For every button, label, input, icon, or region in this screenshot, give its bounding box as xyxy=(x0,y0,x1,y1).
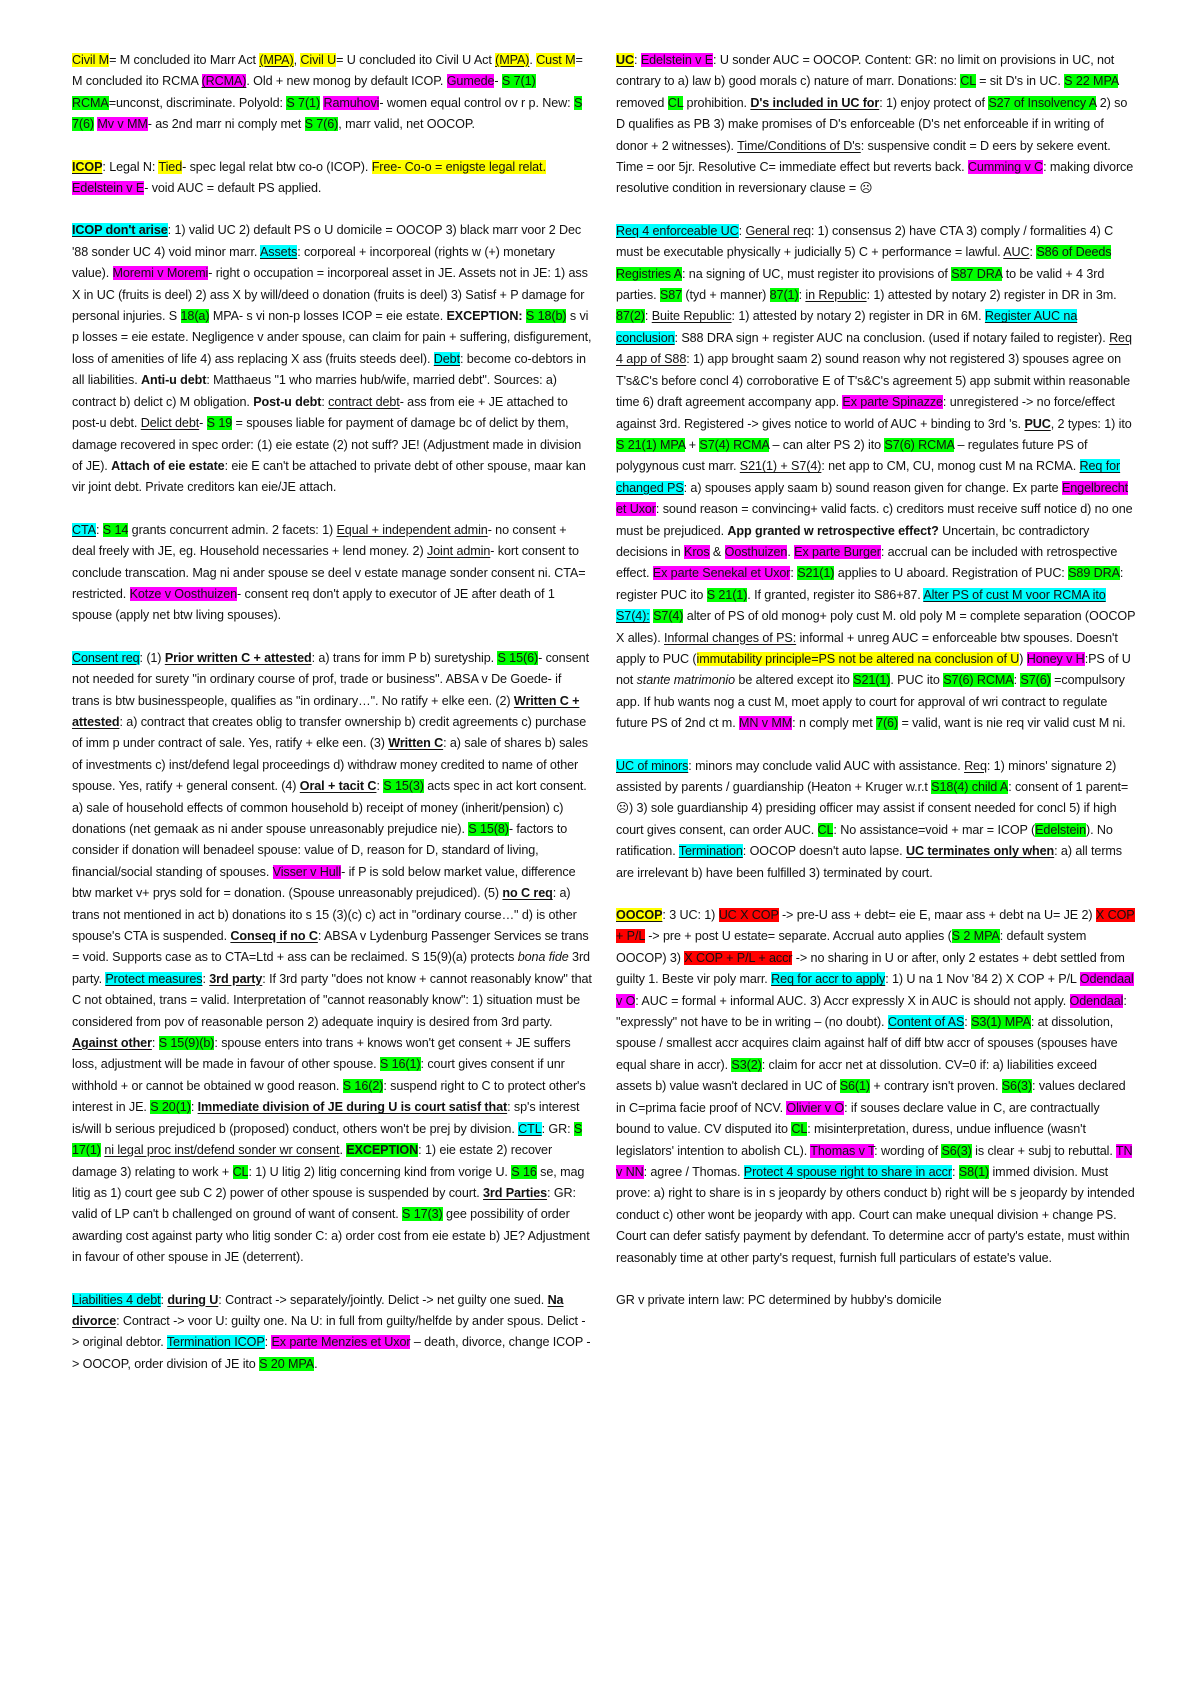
text-run: during U xyxy=(167,1292,219,1307)
text-run: – death, divorce, change ICOP -> OOCOP, order division of JE ito xyxy=(72,1335,591,1371)
text-run: S 22 MPA xyxy=(1064,74,1119,89)
text-run: ). No ratification. xyxy=(616,822,1113,859)
text-run: S 7(1) xyxy=(286,95,321,110)
text-run: : xyxy=(160,1292,168,1307)
text-run: Na divorce xyxy=(72,1292,564,1328)
text-run: : spouse enters into trans + knows won't get consent + JE suffers loss, adjustment will be made in favour of other spouse. xyxy=(72,1036,571,1072)
text-run: S 15(6) xyxy=(497,650,539,665)
text-run: - kort consent to conclude transcation. Mag ni ander spouse se deel v estate manage sonder consent ni. CTA= restricted. xyxy=(72,544,586,601)
text-run: : No assistance=void + mar = ICOP ( xyxy=(833,822,1036,837)
text-run: . xyxy=(339,1143,347,1158)
text-run: : a) spouses apply saam b) sound reason given for change. Ex parte xyxy=(683,480,1062,495)
text-run: . If granted, register ito S86+87. xyxy=(747,587,924,602)
text-run: 7(6) xyxy=(876,716,899,731)
text-run: : 1) minors' signature 2) assisted by parents / guardianship (Heaton + Kruger w.r.t xyxy=(616,758,1117,794)
text-run: - spec legal relat btw co-o (ICOP). xyxy=(182,159,372,174)
text-run: : corporeal + incorporeal (rights w (+) monetary value). xyxy=(72,244,555,281)
text-run: Oral + tacit C xyxy=(299,779,377,794)
text-run: Informal changes of PS: xyxy=(664,630,797,645)
text-run: S 19 xyxy=(206,416,233,431)
text-run: S21(1) + S7(4) xyxy=(739,459,822,474)
text-run: : xyxy=(951,1164,959,1179)
text-run: CL xyxy=(667,95,684,110)
text-run: Post-u debt xyxy=(253,394,322,409)
text-run: : n comply met xyxy=(792,716,877,731)
text-run: - xyxy=(199,416,207,431)
text-run: Req for changed PS xyxy=(616,459,1121,495)
text-run: : U sonder AUC = OOCOP. Content: GR: no limit on provisions in UC, not contrary to a) law b) good morals c) nature of marr. Donations: xyxy=(616,53,1115,89)
text-run: : a) trans for imm P b) suretyship. xyxy=(311,650,498,665)
text-run: X COP + P/L + accr xyxy=(684,950,793,965)
right-paragraph-2 xyxy=(616,756,1136,884)
text-run: : OOCOP doesn't auto lapse. xyxy=(742,844,906,859)
text-run: S7(6) RCMA xyxy=(884,437,955,452)
text-run: : 1) eie estate 2) recover damage 3) relating to work + xyxy=(72,1143,553,1179)
text-run: : 1) attested by notary 2) register in DR in 6M. xyxy=(731,309,985,324)
text-run: Oosthuizen xyxy=(724,544,788,559)
text-run: CL xyxy=(232,1164,249,1179)
text-run: UC terminates only when xyxy=(905,844,1055,859)
text-run: ni legal proc inst/defend sonder wr consent xyxy=(104,1143,340,1158)
text-run: S89 DRA xyxy=(1068,566,1120,581)
left-paragraph-3 xyxy=(72,520,592,627)
left-paragraph-1 xyxy=(72,157,592,200)
text-run: : claim for accr net at dissolution. CV=0 if: a) liabilities exceed assets b) value wasn't declared in UC of xyxy=(616,1057,1097,1094)
text-run: , marr valid, net OOCOP. xyxy=(338,117,475,132)
right-paragraph-0 xyxy=(616,50,1136,200)
text-run: Content of AS xyxy=(887,1015,965,1030)
text-run: - ass from eie + JE attached to post-u debt. xyxy=(72,394,568,431)
text-run: Ramuhovi xyxy=(323,95,380,110)
text-run: : GR: valid of LP can't b challenged on ground of want of consent. xyxy=(72,1185,576,1222)
text-run: Tied xyxy=(158,159,183,174)
text-run: S 20 MPA xyxy=(259,1356,315,1371)
text-run: : xyxy=(321,394,329,409)
text-run: : 3 UC: 1) xyxy=(662,908,719,923)
text-run: Alter PS of cust M voor RCMA ito S7(4): xyxy=(616,587,1106,624)
text-run: stante matrimonio xyxy=(636,673,736,688)
text-run: Anti-u debt xyxy=(141,373,207,388)
text-run: contract debt xyxy=(328,394,400,409)
text-run: : 1) U litig 2) litig concerning kind from vorige U. xyxy=(248,1164,512,1179)
text-run: Immediate division of JE during U is court satisf that xyxy=(197,1100,508,1115)
text-run: be altered except ito xyxy=(735,673,854,688)
text-run: - right o occupation = incorporeal asset in JE. Assets not in JE: 1) ass X in UC (fruits is deel) 2) ass X by will/deed o donation (fruits is deel) 3) Satisf + P damage for personal injuries. S xyxy=(72,266,588,324)
text-run: S21(1) xyxy=(797,566,835,581)
text-run: Req 4 enforceable UC xyxy=(616,223,739,238)
text-run: S87 DRA xyxy=(951,266,1003,281)
text-run: : Contract -> voor U: guilty one. Na U: in full from guilty/helfde by ander spous. Delict -> original debtor. xyxy=(72,1313,586,1350)
text-run: 18(a) xyxy=(180,309,210,324)
text-run: : default system OOCOP) 3) xyxy=(616,929,1087,965)
text-run: Against other xyxy=(72,1036,152,1051)
text-run: gee possibility of order awarding cost against party who litig sonder C: a) order cost from eie estate b) JE? Adjustment in favour of other spouse in JE (deterrent). xyxy=(72,1207,590,1265)
text-run: to be valid + 4 3rd parties. xyxy=(616,266,1105,303)
text-run: Prior written C + attested xyxy=(164,650,312,665)
text-run: no C req xyxy=(502,886,553,901)
text-run: Gumede xyxy=(446,74,495,89)
text-run: s vi p losses = eie estate. Negligence v ander spouse, can claim for pain + suffering, disfigurement, loss of amenities of life 4) ass replacing X ass (fruits steeds deel). xyxy=(72,309,592,366)
text-run: : xyxy=(790,566,798,581)
text-run: S3(2) xyxy=(731,1057,762,1072)
text-run: Civil M xyxy=(72,53,110,67)
text-run: = U concluded ito Civil U Act xyxy=(336,53,496,67)
text-run: Attach of eie estate xyxy=(111,458,225,473)
text-run: Debt xyxy=(433,351,460,366)
text-run: – regulates future PS of polygynous cust marr. xyxy=(616,437,1088,474)
text-run: -> pre + post U estate= separate. Accrual auto applies ( xyxy=(644,929,952,944)
text-run: & xyxy=(709,544,725,559)
text-run: : a) trans not mentioned in act b) donations ito s 15 (3)(c) c) act in "ordinary course…" d) is other spouse's CTA is suspended. xyxy=(72,886,577,944)
text-run: Liabilities 4 debt xyxy=(72,1292,161,1307)
text-run: UC xyxy=(616,53,634,67)
text-run: OOCOP xyxy=(616,908,663,923)
text-run: : xyxy=(202,971,210,986)
text-run: : xyxy=(1029,245,1037,260)
text-run: (RCMA) xyxy=(201,74,247,89)
left-paragraph-4 xyxy=(72,648,592,1269)
text-run: CL xyxy=(791,1122,808,1137)
text-run: S 2 MPA xyxy=(951,929,1000,944)
text-run: S7(6) RCMA xyxy=(943,673,1014,688)
text-run: PUC xyxy=(1024,416,1051,431)
text-run: Cust M xyxy=(536,53,576,67)
text-run: se, mag litig as 1) court gee sub C 2) power of other spouse is suspended by court. xyxy=(72,1164,585,1200)
text-run: - if P is sold below market value, difference btw market v+ prys sold for = donation. (Spouse unreasonably prejudiced). (5) xyxy=(72,864,576,901)
text-run: Edelstein v E xyxy=(72,181,145,196)
text-run: S86 of Deeds Registries A xyxy=(616,245,1112,281)
text-run: D's included in UC for xyxy=(750,95,880,110)
text-run: : na signing of UC, must register ito provisions of xyxy=(682,266,952,281)
text-run: Free xyxy=(371,159,398,174)
left-column xyxy=(72,50,592,1696)
text-run: (MPA) xyxy=(495,53,530,67)
text-run: Req xyxy=(964,758,987,773)
text-run: = valid, want is nie req vir valid cust M ni. xyxy=(898,716,1126,731)
text-run: : AUC = formal + informal AUC. 3) Accr expressly X in AUC is should not apply. xyxy=(635,993,1070,1008)
text-run: Odendaal v O xyxy=(616,972,1134,1008)
text-run: Visser v Hull xyxy=(272,864,342,879)
text-run: Req 4 app of S88 xyxy=(616,330,1132,367)
text-run: : xyxy=(95,522,103,537)
text-run: UC of minors xyxy=(616,758,689,773)
text-run: S 15(8) xyxy=(468,822,509,836)
text-run: - void AUC = default PS applied. xyxy=(144,181,322,196)
text-run: Kros xyxy=(684,544,710,559)
text-run: 2) so D qualifies as PB 3) make promises of D's enforceable (D's net enforceable if in writing of donor + 2 witnesses). xyxy=(616,95,1128,153)
text-run: : court gives consent if unr withhold + or cannot be obtained w good reason. xyxy=(72,1057,565,1093)
text-run: S 21(1) xyxy=(706,587,748,602)
text-run: General req xyxy=(745,223,811,238)
text-run: Ex parte Senekal et Uxor xyxy=(652,566,791,581)
text-run: ICOP xyxy=(72,159,103,174)
text-run: Ex parte Spinazze xyxy=(842,395,943,410)
text-run: ) xyxy=(1019,651,1027,666)
text-run: -> no sharing in U or after, only 2 estates + debt settled from guilty 1. Beste vir poly marr. xyxy=(616,950,1125,987)
text-run: immutability principle xyxy=(696,651,812,666)
text-run: Time/Conditions of D's xyxy=(737,138,861,153)
text-run: : minors may conclude valid AUC with assistance. xyxy=(688,758,965,773)
text-run: : sound reason = convincing+ valid facts. c) creditors must receive suff notice d) no one must be prejudiced. xyxy=(616,502,1133,538)
text-run: Buite Republic xyxy=(651,309,732,324)
text-run: : xyxy=(376,779,384,794)
text-run: : xyxy=(644,309,652,324)
text-run: : at dissolution, spouse / smallest accr acquires claim against half of diff btw accr of spouses (spouses have equal share in accr). xyxy=(616,1015,1118,1072)
text-run: =PS not be altered na conclusion of U xyxy=(811,651,1020,666)
text-run: - women equal control ov r p. New: xyxy=(379,95,574,110)
text-run: : xyxy=(151,1036,159,1051)
text-run: : eie E can't be attached to private debt of other spouse, maar kan vir joint debt. Private creditors kan eie/JE attach. xyxy=(72,458,586,495)
text-run: EXCEPTION xyxy=(346,1143,419,1158)
text-run: - Co-o = enigste legal relat. xyxy=(397,159,546,174)
text-run: 87(1) xyxy=(769,288,799,303)
text-run: is clear + subj to rebuttal. xyxy=(971,1143,1116,1158)
text-run: S7(6) xyxy=(1020,673,1051,688)
text-run: AUC xyxy=(1003,245,1030,260)
text-run: , xyxy=(293,53,301,67)
text-run: MPA- s vi non-p losses ICOP = eie estate. xyxy=(209,309,447,324)
text-run: : xyxy=(738,223,746,238)
text-run: CTA xyxy=(72,522,96,537)
text-run: Delict debt xyxy=(140,416,200,431)
text-run: S 7(6) xyxy=(72,95,583,132)
text-run: Protect measures xyxy=(105,971,203,986)
text-run: Cumming v C xyxy=(967,160,1044,175)
text-run: EXCEPTION: xyxy=(446,309,526,324)
text-run: in Republic xyxy=(805,288,867,303)
text-run: S27 of Insolvency A xyxy=(988,95,1097,110)
text-run: = M concluded ito RCMA xyxy=(72,53,583,89)
text-run: X COP + P/L xyxy=(616,908,1135,944)
text-run: S 14 xyxy=(102,522,129,537)
text-run: Written C + attested xyxy=(72,693,580,729)
text-run: : 1) consensus 2) have CTA 3) comply / formalities 4) C must be executable physically + judicially 5) C + performance = lawful. xyxy=(616,223,1114,260)
text-run: : if souses declare value in C, are contractually bound to value. CV disputed ito xyxy=(616,1100,1100,1137)
text-run: : Matthaeus "1 who marries hub/wife, married debt". Sources: a) contract b) delict c) M obligation. xyxy=(72,373,557,409)
text-run: : 1) U na 1 Nov '84 2) X COP + P/L xyxy=(885,972,1080,987)
text-run: : become co-debtors in all liabilities. xyxy=(72,351,586,388)
right-paragraph-1 xyxy=(616,221,1136,735)
text-run: S6(3) xyxy=(941,1143,972,1158)
text-run: . xyxy=(314,1356,318,1371)
text-run: . xyxy=(787,544,795,559)
text-run: ICOP don't arise xyxy=(72,223,168,238)
text-run: (MPA) xyxy=(259,53,294,67)
text-run: S7(4) xyxy=(653,609,684,624)
text-run: S 15(3) xyxy=(383,779,424,794)
text-run: S6(3) xyxy=(1001,1079,1033,1094)
text-run: : consent of 1 parent= ☹) 3) sole guardianship 4) presiding officer may assist if consent needed for concl 5) if high court gives consent, can order AUC. xyxy=(616,780,1129,837)
text-run: : sp's interest is/will b serious prejudiced b (proposed) conduct, others won't be prej by division. xyxy=(72,1100,580,1136)
text-run: =unconst, discriminate. Polyold: xyxy=(108,95,287,110)
text-run: Civil U xyxy=(300,53,337,67)
text-run: : values declared in C=prima facie proof of NCV. xyxy=(616,1079,1126,1115)
text-run: : a) all terms are irrelevant b) have been fulfilled 3) terminated by court. xyxy=(616,844,1123,880)
text-run: : accrual can be included with retrospective effect. xyxy=(616,544,1118,581)
text-run: Mv v MM xyxy=(97,117,148,132)
text-run: . xyxy=(529,53,537,67)
text-run: Olivier v O xyxy=(786,1100,845,1115)
text-run: CTL xyxy=(518,1121,542,1136)
text-run: : xyxy=(264,1335,272,1350)
text-run: : misinterpretation, duress, undue influence (wasn't legislators' intention to abolish CL). xyxy=(616,1122,1086,1158)
text-run: Req for accr to apply xyxy=(771,972,886,987)
text-run: : xyxy=(1013,673,1021,688)
text-run: Uncertain, bc contradictory decisions in xyxy=(616,523,1090,559)
text-run: - as 2nd marr ni comply met xyxy=(147,117,305,132)
text-run: : unregistered -> no force/effect against 3rd. Registered -> gives notice to world of AUC + binding to 3rd 's. xyxy=(616,395,1115,431)
text-run: grants concurrent admin. 2 facets: 1) xyxy=(128,522,337,537)
text-run: : suspensive condit = D eers by sekere event. Time = oor 5jr. Resolutive C= immediate effect but reverts back. xyxy=(616,138,1111,175)
text-run: Termination xyxy=(678,844,743,859)
text-run: bona fide xyxy=(517,950,569,965)
text-run: : suspend right to C to protect other's interest in JE. xyxy=(72,1078,586,1115)
text-run: Edelstein xyxy=(1035,822,1087,837)
text-run: Register AUC na conclusion xyxy=(616,309,1078,345)
text-run: Engelbrecht et Uxor xyxy=(616,480,1129,517)
text-run: . PUC ito xyxy=(890,673,944,688)
right-column xyxy=(616,50,1136,1696)
text-run: : 1) app brought saam 2) sound reason why not registered 3) spouses agree on T's&C's before concl 4) corroborative E of T's&C's agreement 5) app submit within reasonable time 6) draft agreement accompany app. xyxy=(616,352,1130,410)
left-paragraph-2 xyxy=(72,220,592,498)
text-run: alter of PS of old monog+ poly cust M. old poly M = complete separation (OOCOP X alles). xyxy=(616,609,1136,645)
text-run: -> pre-U ass + debt= eie E, maar ass + debt na U= JE 2) xyxy=(778,908,1096,923)
text-run: S18(4) child A xyxy=(931,780,1009,794)
text-run: - consent not needed for surety "in ordinary course of prof, trade or business". ABSA v De Goede- if trans is btw businesspeople, qualifies as "in ordinary…". No ratify + elke een. (2) xyxy=(72,650,589,708)
text-run: - no consent + deal freely with JE, eg. Household necessaries + lend money. 2) xyxy=(72,522,567,559)
text-run: S 21(1) MPA xyxy=(616,437,686,452)
text-run: : If 3rd party "does not know + cannot reasonably know" that C not obtained, trans = valid. Interpretation of "cannot reasonably know": 1) situation must be considered from pov of reasonable person 2) adequate inquiry is desired from 3rd party. xyxy=(72,971,592,1029)
text-run: Ex parte Menzies et Uxor xyxy=(271,1335,411,1350)
right-paragraph-4 xyxy=(616,1290,1136,1311)
text-run: Consent req xyxy=(72,650,140,665)
text-run: : xyxy=(964,1015,972,1030)
text-run: S 16(1) xyxy=(379,1057,421,1072)
text-run: + contrary isn't proven. xyxy=(870,1079,1002,1094)
text-run: Honey v H xyxy=(1026,651,1085,666)
text-run: TN v NN xyxy=(616,1143,1133,1179)
text-run: S 20(1) xyxy=(150,1100,191,1115)
text-run: Ex parte Burger xyxy=(794,544,881,559)
left-paragraph-0 xyxy=(72,50,592,136)
text-run: CL xyxy=(817,822,834,837)
text-run: removed xyxy=(616,95,668,110)
text-run: Conseq if no C xyxy=(230,929,318,944)
text-run: GR v private intern law: PC determined by hubby's domicile xyxy=(616,1292,942,1307)
text-run: Termination ICOP xyxy=(166,1335,265,1350)
left-paragraph-5 xyxy=(72,1290,592,1376)
text-run: prohibition. xyxy=(683,95,751,110)
text-run: - factors to consider if donation will benadeel spouse: value of D, reason for D, standard of living, financial/social standing of spouses. xyxy=(72,822,568,879)
text-run: 87(2) xyxy=(616,309,645,324)
text-run: App granted w retrospective effect? xyxy=(727,523,939,538)
text-run: Written C xyxy=(388,736,444,751)
text-run: 3rd party xyxy=(209,971,263,986)
text-run: = sit D's in UC. xyxy=(975,74,1065,89)
text-run: acts spec in act kort consent. a) sale of household effects of common household b) receipt of money (inherit/pension) c) donations (net gemaak as ni ander spouse unreasonably prejudice nie). xyxy=(72,779,587,836)
text-run: : 1) enjoy protect of xyxy=(879,95,989,110)
text-run: : Contract -> separately/jointly. Delict -> net guilty one sued. xyxy=(218,1292,548,1307)
text-run: 3rd Parties xyxy=(483,1185,548,1200)
text-run: MN v MM xyxy=(739,716,793,731)
text-run: S 7(6) xyxy=(304,117,339,132)
text-run: S 16 xyxy=(511,1164,537,1179)
text-run: : xyxy=(634,53,641,67)
text-run: :PS of U not xyxy=(616,651,1131,688)
text-run: S 17(3) xyxy=(402,1207,443,1222)
text-run: S 16(2) xyxy=(342,1078,384,1093)
text-run: : S88 DRA sign + register AUC na conclusion. (used if notary failed to register). xyxy=(674,330,1110,345)
text-run: informal + unreg AUC = enforceable btw spouses. Doesn't apply to PUC ( xyxy=(616,630,1118,666)
text-run: S21(1) xyxy=(853,673,891,688)
text-run: Thomas v T xyxy=(810,1143,875,1158)
text-run: Equal + independent admin xyxy=(336,522,488,537)
text-run: : xyxy=(798,288,806,303)
right-paragraph-3 xyxy=(616,905,1136,1269)
text-run: : a) sale of shares b) sales of investments c) inst/defend legal proceedings d) withdraw money credited to name of other spouse. Yes, ratify + general consent. (4) xyxy=(72,736,589,794)
text-run: applies to U aboard. Registration of PUC: xyxy=(834,566,1069,581)
text-run: Assets xyxy=(259,244,298,259)
text-run: CL xyxy=(960,74,976,89)
text-run: S 18(b) xyxy=(525,309,567,324)
text-run: (tyd + manner) xyxy=(682,288,770,303)
text-run: Moremi v Moremi xyxy=(112,266,209,281)
text-run: : register PUC ito xyxy=(616,566,1124,602)
text-run: : making divorce resolutive condition in reversionary clause = ☹ xyxy=(616,160,1134,196)
text-run: 3rd party. xyxy=(72,950,590,986)
text-run: : "expressly" not have to be in writing – (no doubt). xyxy=(616,993,1127,1030)
text-run: S6(1) xyxy=(839,1079,870,1094)
text-run: : 1) attested by notary 2) register in DR in 3m. xyxy=(866,288,1117,303)
text-run: : Legal N: xyxy=(102,159,159,174)
text-run: Protect 4 spouse right to share in accr xyxy=(743,1164,952,1179)
text-run: : xyxy=(190,1100,198,1115)
text-run: S8(1) xyxy=(958,1164,990,1179)
text-run: UC X COP xyxy=(718,908,779,923)
text-run: immed division. Must prove: a) right to share is in s jeopardy by others conduct b) right will be s jeopardy by intended conduct c) other wont be jeopardy with app. Court can make unequal division + change PS. Court can defer satisfy payment by defendant. To determine accr of party's estate, must within reasonably time at other party's request, furnish full particulars of estate's value. xyxy=(616,1164,1135,1265)
text-run: Odendaal xyxy=(1069,993,1124,1008)
text-run: : 1) valid UC 2) default PS o U domicile = OOCOP 3) black marr voor 2 Dec '88 sonder UC 4) void minor marr. xyxy=(72,223,582,259)
text-run: - xyxy=(494,74,502,89)
text-run: . Old + new monog by default ICOP. xyxy=(246,74,447,89)
text-run: : net app to CM, CU, monog cust M na RCMA. xyxy=(821,459,1080,474)
text-run: - consent req don't apply to executor of JE after death of 1 spouse (apply net btw living spouses). xyxy=(72,586,555,623)
text-run: S 7(1) RCMA xyxy=(72,74,536,110)
text-run: – can alter PS 2) ito xyxy=(769,437,885,452)
text-run: S87 xyxy=(659,288,683,303)
text-run: : GR: xyxy=(541,1121,574,1136)
text-run: S3(1) MPA xyxy=(971,1015,1031,1030)
text-run: Kotze v Oosthuizen xyxy=(129,586,237,601)
text-run: : agree / Thomas. xyxy=(643,1164,744,1179)
text-run: , 2 types: 1) ito xyxy=(1050,416,1132,431)
text-run: : ABSA v Lydenburg Passenger Services se trans = void. Supports case as to CTA=Ltd + ass can be reclaimed. S 15(9)(a) protects xyxy=(72,929,589,965)
text-run: : (1) xyxy=(139,650,165,665)
text-run: S7(4) RCMA xyxy=(699,437,770,452)
text-run: =compulsory app. If hub wants nog a cust M, moet apply to court for approval of wri contract to regulate future PS of 2nd ct m. xyxy=(616,673,1125,731)
text-run: = M concluded ito Marr Act xyxy=(109,53,260,67)
text-run: : wording of xyxy=(874,1143,942,1158)
text-run: S 15(9)(b) xyxy=(158,1036,215,1051)
text-run: : a) contract that creates oblig to transfer ownership b) credit agreements c) purchase of imm p under contract of sale. Yes, ratify + elke een. (3) xyxy=(72,714,587,751)
text-run: Joint admin xyxy=(426,544,491,559)
text-run: Edelstein v E xyxy=(640,53,714,67)
text-run: S 17(1) xyxy=(72,1121,583,1158)
text-run: + xyxy=(685,437,700,452)
text-run: = spouses liable for payment of damage bc of delict by them, damage recovered in spec order: (1) eie estate (2) not suff? JE! (Adjustment made in division of JE). xyxy=(72,416,582,473)
